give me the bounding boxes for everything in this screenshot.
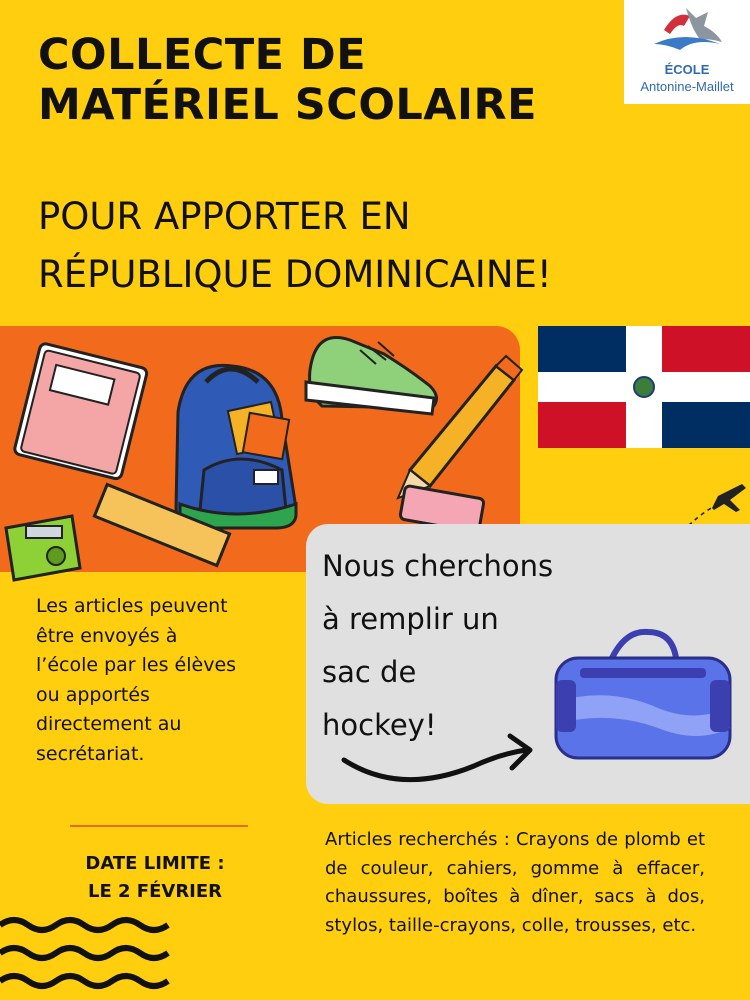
delivery-info <box>36 592 296 769</box>
sneaker-icon <box>306 338 437 415</box>
backpack-icon <box>176 365 296 528</box>
dominican-flag-icon <box>538 326 750 448</box>
info-line-5: directement au <box>36 713 182 735</box>
info-line-2: être envoyés à <box>36 624 178 647</box>
subtitle-line-1: POUR APPORTER EN <box>38 195 411 238</box>
poster-subtitle <box>38 188 552 304</box>
hockey-bag-icon <box>548 628 738 768</box>
sharpener-icon <box>6 516 80 580</box>
info-line-3: l’école par les élèves <box>36 654 237 676</box>
articles-list: Articles recherchés : Crayons de plomb et de couleur, cahiers, gomme à effacer, chaussures, boîtes à dîner, sacs à dos, stylos, taille-crayons, colle, trousses, etc. <box>325 829 705 936</box>
divider-line <box>70 825 248 827</box>
deadline-line-2: LE 2 FÉVRIER <box>87 881 223 902</box>
school-logo <box>624 0 750 104</box>
goal-line-3: sac de <box>322 655 417 689</box>
subtitle-line-2: RÉPUBLIQUE DOMINICAINE! <box>38 253 552 296</box>
deadline-block <box>50 850 260 906</box>
goal-line-2: à remplir un <box>322 602 499 636</box>
title-line-2: MATÉRIEL SCOLAIRE <box>38 80 538 130</box>
goal-line-4: hockey! <box>322 708 437 742</box>
logo-text-ecole: ÉCOLE <box>664 62 710 77</box>
info-line-6: secrétariat. <box>36 742 145 765</box>
title-line-1: COLLECTE DE <box>38 30 367 80</box>
wave-decoration <box>0 915 170 995</box>
info-line-1: Les articles peuvent <box>36 595 228 617</box>
goal-line-1: Nous cherchons <box>322 549 554 583</box>
info-line-4: ou apportés <box>36 683 150 706</box>
goal-text <box>322 540 553 752</box>
logo-text-name: Antonine-Maillet <box>640 79 734 94</box>
deadline-line-1: DATE LIMITE : <box>85 853 225 874</box>
poster-title <box>38 30 537 130</box>
notebook-icon <box>14 343 148 480</box>
arrow-icon <box>340 726 540 796</box>
school-logo-icon <box>624 0 750 60</box>
